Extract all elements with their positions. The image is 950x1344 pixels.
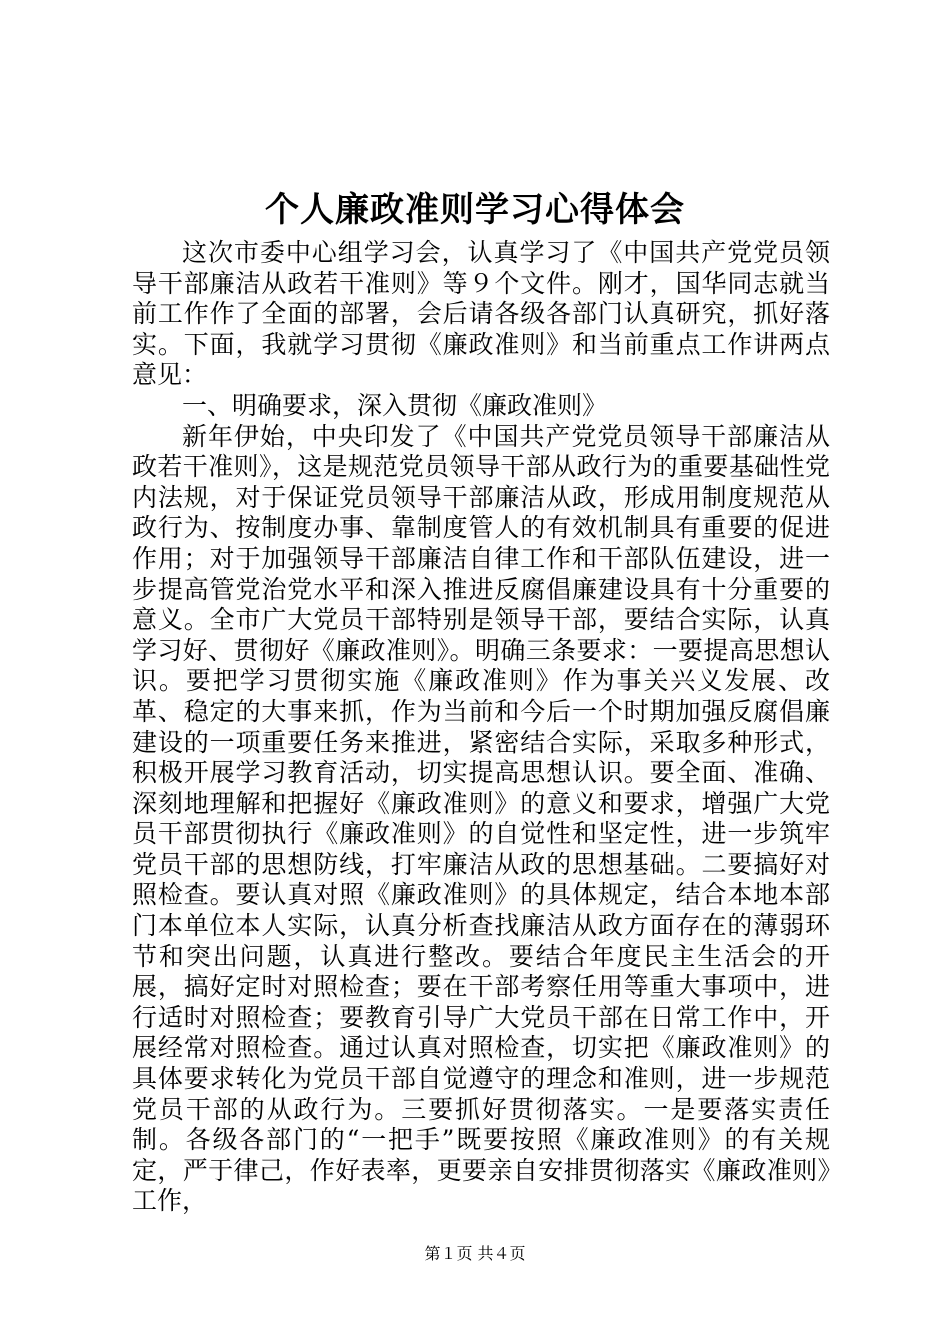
section-heading-1: 一、明确要求，深入贯彻《廉政准则》 [182,390,608,420]
document-body [132,238,830,1217]
page-footer: 第１页 共４页 [424,1244,526,1263]
paragraph-intro: 这次市委中心组学习会，认真学习了《中国共产党党员领导干部廉洁从政若干准则》等９个文件。刚才，国华同志就当前工作作了全面的部署，会后请各级各部门认真研究，抓好落实。下面，我就学习贯彻《廉政准则》和当前重点工作讲两点意见： [132,238,830,390]
page-title: 个人廉政准则学习心得体会 [265,190,685,230]
paragraph-main: 新年伊始，中央印发了《中国共产党党员领导干部廉洁从政若干准则》，这是规范党员领导干部从政行为的重要基础性党内法规，对于保证党员领导干部廉洁从政，形成用制度规范从政行为、按制度办事、靠制度管人的有效机制具有重要的促进作用；对于加强领导干部廉洁自律工作和干部队伍建设，进一步提高管党治党水平和深入推进反腐倡廉建设具有十分重要的意义。全市广大党员干部特别是领导干部，要结合实际，认真学习好、贯彻好《廉政准则》。明确三条要求：一要提高思想认识。要把学习贯彻实施《廉政准则》作为事关兴义发展、改革、稳定的大事来抓，作为当前和今后一个时期加强反腐倡廉建设的一项重要任务来推进，紧密结合实际，采取多种形式，积极开展学习教育活动，切实提高思想认识。要全面、准确、深刻地理解和把握好《廉政准则》的意义和要求，增强广大党员干部贯彻执行《廉政准则》的自觉性和坚定性，进一步筑牢党员干部的思想防线，打牢廉洁从政的思想基础。二要搞好对照检查。要认真对照《廉政准则》的具体规定，结合本地本部门本单位本人实际，认真分析查找廉洁从政方面存在的薄弱环节和突出问题，认真进行整改。要结合年度民主生活会的开展，搞好定时对照检查；要在干部考察任用等重大事项中，进行适时对照检查；要教育引导广大党员干部在日常工作中，开展经常对照检查。通过认真对照检查，切实把《廉政准则》的具体要求转化为党员干部自觉遵守的理念和准则，进一步规范党员干部的从政行为。三要抓好贯彻落实。一是要落实责任制。各级各部门的“一把手”既要按照《廉政准则》的有关规定，严于律己，作好表率，更要亲自安排贯彻落实《廉政准则》工作， [132,421,830,1216]
